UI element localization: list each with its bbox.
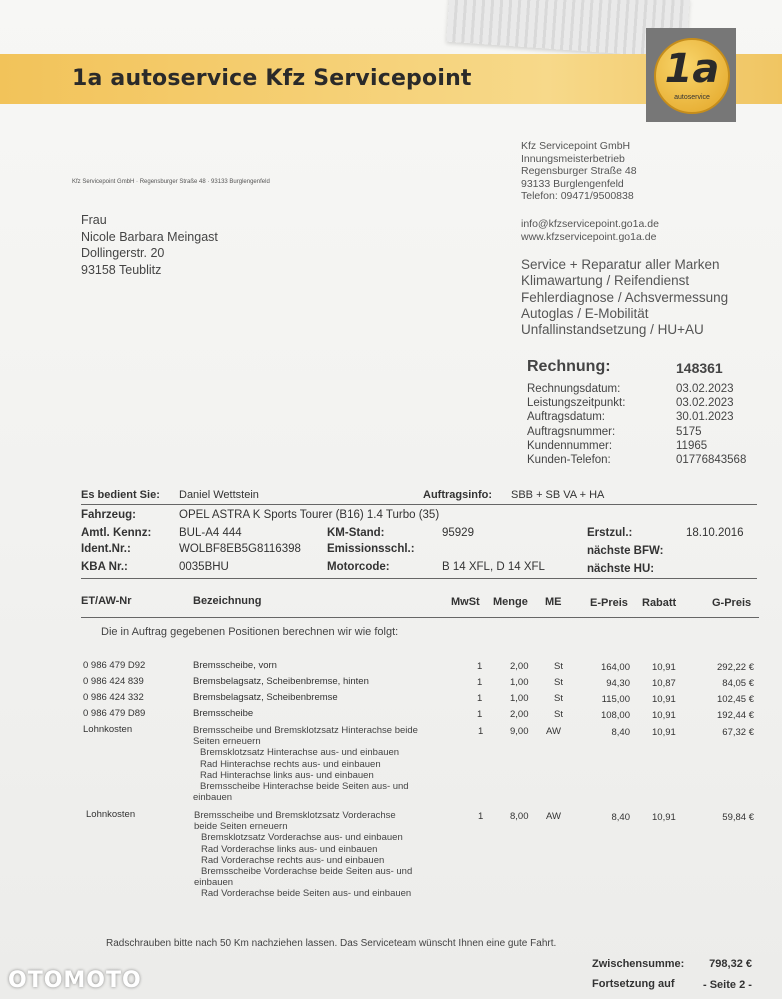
served-by-name: Daniel Wettstein [179, 489, 259, 501]
vat-code: 1 [477, 693, 483, 704]
recipient-city: 93158 Teublitz [81, 262, 162, 277]
labor-title-line: Bremsscheibe und Bremsklotzsatz Hinterachse beide [193, 725, 418, 736]
labor-step: einbauen [194, 877, 234, 889]
recipient-name: Nicole Barbara Meingast [81, 229, 218, 244]
company-line: Kfz Servicepoint GmbH [521, 140, 631, 152]
unit-price: 94,30 [606, 678, 630, 689]
detail-value: 03.02.2023 [676, 397, 734, 410]
discount: 10,91 [652, 727, 676, 738]
col-header-quantity: Menge [493, 596, 528, 608]
detail-label: Kunden-Telefon: [527, 453, 611, 466]
vehicle-label: Fahrzeug: [81, 509, 136, 521]
col-header-discount: Rabatt [642, 597, 677, 609]
company-line: Innungsmeisterbetrieb [521, 152, 625, 165]
labor-step: Rad Hinterachse links aus- und einbauen [200, 769, 374, 781]
next-bfw-label: nächste BFW: [587, 545, 664, 557]
quantity: 8,00 [510, 811, 529, 822]
part-number: 0 986 479 D89 [83, 708, 146, 719]
unit: AW [546, 811, 561, 822]
col-header-vat: MwSt [451, 596, 480, 608]
col-header-total-price: G-Preis [712, 597, 752, 609]
first-registration-date: 18.10.2016 [686, 527, 744, 539]
detail-label: Rechnungsdatum: [527, 383, 621, 395]
unit: St [554, 693, 563, 704]
labor-label: Lohnkosten [83, 724, 133, 735]
recipient-salutation: Frau [81, 213, 107, 227]
sender-line: Kfz Servicepoint GmbH · Regensburger Straße 48 · 93133 Burglengenfeld [72, 179, 270, 185]
company-email: info@kfzservicepoint.go1a.de [521, 218, 659, 230]
vin-number: WOLBF8EB5G8116398 [179, 543, 301, 555]
col-header-unit: ME [545, 596, 562, 608]
kba-label: KBA Nr.: [81, 561, 128, 573]
labor-step: Rad Vorderachse rechts aus- und einbauen [201, 854, 385, 866]
next-hu-label: nächste HU: [587, 563, 655, 575]
continued-page: - Seite 2 - [703, 979, 752, 991]
company-address [521, 140, 637, 203]
table-intro: Die in Auftrag gegebenen Positionen berechnen wir wie folgt: [101, 626, 399, 638]
detail-value: 01776843568 [676, 453, 747, 466]
detail-label: Kundennummer: [527, 439, 613, 452]
footer-note: Radschrauben bitte nach 50 Km nachziehen lassen. Das Serviceteam wünscht Ihnen eine gute Fahrt. [106, 938, 557, 949]
labor-step: einbauen [193, 792, 233, 804]
labor-title-line: Seiten erneuern [193, 736, 261, 748]
invoice-title: Rechnung: [527, 358, 611, 375]
labor-step: Bremsscheibe Hinterachse beide Seiten aus- und [200, 781, 409, 793]
detail-label: Auftragsnummer: [527, 425, 616, 438]
service-item: Klimawartung / Reifendienst [521, 273, 690, 289]
labor-step: Bremsklotzsatz Hinterachse aus- und einbauen [200, 747, 400, 759]
recipient-street: Dollingerstr. 20 [81, 246, 165, 260]
company-line: 93133 Burglengenfeld [521, 177, 624, 190]
order-info-label: Auftragsinfo: [423, 489, 493, 501]
company-line: Regensburger Straße 48 [521, 165, 637, 177]
discount: 10,91 [652, 710, 676, 721]
plate-label: Amtl. Kennz: [81, 527, 152, 539]
labor-description [193, 725, 418, 803]
total-price: 59,84 € [722, 812, 754, 823]
quantity: 9,00 [510, 726, 529, 737]
service-item: Service + Reparatur aller Marken [521, 257, 720, 272]
detail-value: 03.02.2023 [676, 383, 734, 395]
divider [81, 617, 759, 618]
vat-code: 1 [478, 726, 484, 737]
discount: 10,87 [652, 678, 676, 689]
total-price: 102,45 € [717, 694, 754, 705]
total-price: 192,44 € [717, 710, 754, 721]
col-header-number: ET/AW-Nr [81, 595, 132, 607]
col-header-description: Bezeichnung [193, 595, 262, 607]
part-number: 0 986 424 839 [83, 676, 144, 687]
service-item: Autoglas / E-Mobilität [521, 305, 649, 321]
vat-code: 1 [478, 811, 484, 822]
company-website: www.kfzservicepoint.go1a.de [521, 231, 657, 243]
detail-value: 11965 [676, 439, 708, 452]
detail-label: Auftragsdatum: [527, 411, 605, 424]
part-description: Bremsbelagsatz, Scheibenbremse [193, 692, 338, 703]
company-logo [646, 28, 736, 122]
detail-label: Leistungszeitpunkt: [527, 397, 626, 410]
invoice-number: 148361 [676, 360, 723, 376]
service-item: Fehlerdiagnose / Achsvermessung [521, 289, 729, 305]
logo-mark: 1a [664, 46, 720, 92]
engine-code-value: B 14 XFL, D 14 XFL [442, 561, 545, 573]
vat-code: 1 [477, 709, 483, 720]
unit: St [554, 677, 563, 688]
detail-value: 5175 [676, 425, 702, 438]
discount: 10,91 [652, 812, 676, 823]
detail-value: 30.01.2023 [676, 411, 734, 424]
unit-price: 115,00 [601, 694, 630, 705]
labor-step: Rad Vorderachse links aus- und einbauen [201, 843, 378, 855]
labor-title-line: beide Seiten erneuern [194, 821, 288, 833]
quantity: 1,00 [510, 677, 529, 688]
divider [81, 578, 757, 579]
labor-label: Lohnkosten [86, 809, 136, 820]
plate-number: BUL-A4 444 [179, 527, 242, 539]
col-header-unit-price: E-Preis [590, 597, 628, 609]
mileage-value: 95929 [442, 527, 474, 539]
labor-step: Bremsscheibe Vorderachse beide Seiten aus- und [201, 866, 413, 878]
logo-badge [654, 38, 730, 114]
unit-price: 8,40 [611, 727, 630, 738]
labor-step: Rad Vorderachse beide Seiten aus- und einbauen [201, 888, 412, 900]
quantity: 2,00 [510, 661, 529, 672]
unit-price: 108,00 [600, 710, 630, 721]
unit-price: 164,00 [600, 662, 630, 673]
emission-key-label: Emissionsschl.: [327, 543, 415, 555]
company-phone: Telefon: 09471/9500838 [521, 190, 634, 202]
vin-label: Ident.Nr.: [81, 543, 131, 555]
unit-price: 8,40 [611, 812, 630, 823]
first-registration-label: Erstzul.: [587, 527, 633, 539]
watermark-logo: OTOMOTO [8, 968, 142, 993]
discount: 10,91 [652, 694, 676, 705]
part-number: 0 986 479 D92 [83, 660, 146, 671]
discount: 10,91 [652, 662, 676, 673]
engine-code-label: Motorcode: [327, 561, 390, 573]
mileage-label: KM-Stand: [327, 527, 385, 539]
quantity: 1,00 [510, 693, 529, 704]
part-description: Bremsscheibe, vorn [193, 660, 277, 671]
labor-title-line: Bremsscheibe und Bremsklotzsatz Vorderachse [194, 810, 396, 821]
quantity: 2,00 [510, 709, 529, 720]
part-description: Bremsscheibe [193, 708, 254, 719]
subtotal-value: 798,32 € [709, 958, 752, 970]
part-description: Bremsbelagsatz, Scheibenbremse, hinten [193, 676, 369, 687]
company-title: 1a autoservice Kfz Servicepoint [72, 66, 472, 91]
continued-label: Fortsetzung auf [592, 978, 675, 990]
services-list [521, 257, 728, 338]
vat-code: 1 [477, 661, 483, 672]
total-price: 292,22 € [717, 662, 754, 673]
logo-subtitle: autoservice [674, 94, 710, 101]
part-number: 0 986 424 332 [83, 692, 144, 703]
labor-step: Rad Hinterachse rechts aus- und einbauen [200, 758, 381, 770]
unit: AW [546, 726, 561, 737]
order-info-value: SBB + SB VA + HA [511, 489, 605, 501]
recipient-address [81, 212, 218, 278]
divider [81, 504, 757, 505]
unit: St [554, 661, 563, 672]
company-contact [521, 218, 659, 244]
vehicle-model: OPEL ASTRA K Sports Tourer (B16) 1.4 Turbo (35) [179, 509, 440, 521]
total-price: 84,05 € [722, 678, 754, 689]
kba-number: 0035BHU [179, 561, 229, 573]
served-by-label: Es bedient Sie: [81, 489, 160, 501]
subtotal-label: Zwischensumme: [592, 958, 685, 970]
service-item: Unfallinstandsetzung / HU+AU [521, 322, 704, 338]
vat-code: 1 [477, 677, 483, 688]
total-price: 67,32 € [722, 727, 754, 738]
unit: St [554, 709, 563, 720]
labor-step: Bremsklotzsatz Vorderachse aus- und einbauen [201, 832, 403, 844]
labor-description [194, 810, 412, 900]
